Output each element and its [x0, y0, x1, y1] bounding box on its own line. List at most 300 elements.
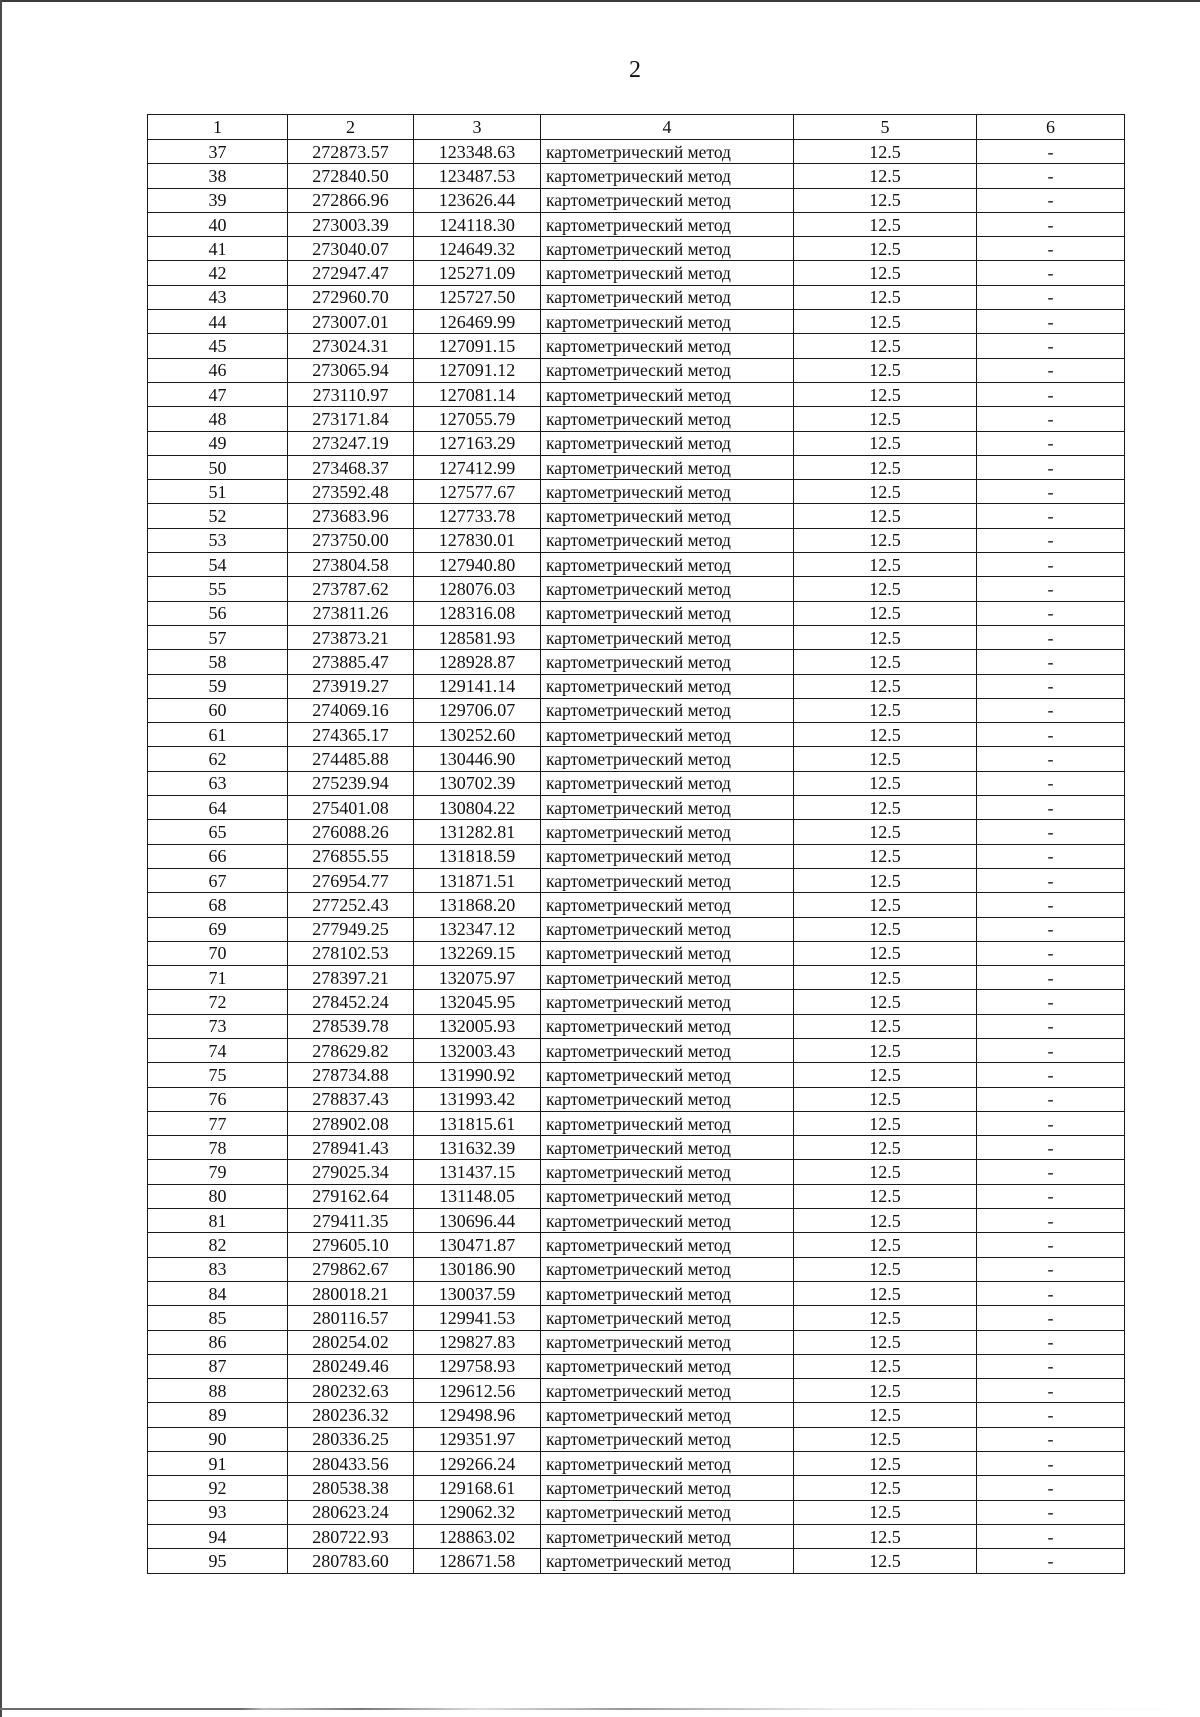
accuracy-cell: 12.5 [794, 1403, 977, 1427]
description-cell: - [977, 698, 1125, 722]
header-cell: 5 [794, 115, 977, 140]
scan-edge-top [0, 0, 1200, 2]
x-coordinate-cell: 273171.84 [288, 407, 414, 431]
table-row [148, 674, 1125, 698]
point-number-cell: 62 [148, 747, 288, 771]
accuracy-cell: 12.5 [794, 893, 977, 917]
point-number-cell: 94 [148, 1524, 288, 1548]
method-cell: картометрический метод [541, 140, 794, 164]
method-cell: картометрический метод [541, 407, 794, 431]
x-coordinate-cell: 280236.32 [288, 1403, 414, 1427]
point-number-cell: 53 [148, 528, 288, 552]
point-number-cell: 67 [148, 868, 288, 892]
accuracy-cell: 12.5 [794, 188, 977, 212]
method-cell: картометрический метод [541, 625, 794, 649]
accuracy-cell: 12.5 [794, 504, 977, 528]
page-number: 2 [629, 57, 641, 83]
y-coordinate-cell: 128928.87 [414, 650, 541, 674]
point-number-cell: 37 [148, 140, 288, 164]
accuracy-cell: 12.5 [794, 625, 977, 649]
point-number-cell: 85 [148, 1306, 288, 1330]
x-coordinate-cell: 279162.64 [288, 1184, 414, 1208]
x-coordinate-cell: 278837.43 [288, 1087, 414, 1111]
table-row [148, 188, 1125, 212]
table-row [148, 285, 1125, 309]
table-row [148, 237, 1125, 261]
accuracy-cell: 12.5 [794, 407, 977, 431]
description-cell: - [977, 990, 1125, 1014]
table-row [148, 893, 1125, 917]
y-coordinate-cell: 127577.67 [414, 480, 541, 504]
y-coordinate-cell: 129758.93 [414, 1354, 541, 1378]
accuracy-cell: 12.5 [794, 334, 977, 358]
description-cell: - [977, 1257, 1125, 1281]
method-cell: картометрический метод [541, 966, 794, 990]
description-cell: - [977, 1014, 1125, 1038]
point-number-cell: 52 [148, 504, 288, 528]
table-row [148, 1136, 1125, 1160]
accuracy-cell: 12.5 [794, 1257, 977, 1281]
method-cell: картометрический метод [541, 917, 794, 941]
x-coordinate-cell: 278734.88 [288, 1063, 414, 1087]
description-cell: - [977, 1549, 1125, 1573]
accuracy-cell: 12.5 [794, 1160, 977, 1184]
method-cell: картометрический метод [541, 1403, 794, 1427]
x-coordinate-cell: 280249.46 [288, 1354, 414, 1378]
point-number-cell: 48 [148, 407, 288, 431]
x-coordinate-cell: 272873.57 [288, 140, 414, 164]
y-coordinate-cell: 129827.83 [414, 1330, 541, 1354]
table-row [148, 358, 1125, 382]
method-cell: картометрический метод [541, 844, 794, 868]
description-cell: - [977, 407, 1125, 431]
method-cell: картометрический метод [541, 188, 794, 212]
y-coordinate-cell: 130186.90 [414, 1257, 541, 1281]
y-coordinate-cell: 125727.50 [414, 285, 541, 309]
x-coordinate-cell: 273787.62 [288, 577, 414, 601]
point-number-cell: 72 [148, 990, 288, 1014]
accuracy-cell: 12.5 [794, 1354, 977, 1378]
method-cell: картометрический метод [541, 237, 794, 261]
description-cell: - [977, 382, 1125, 406]
x-coordinate-cell: 273007.01 [288, 310, 414, 334]
table-row [148, 480, 1125, 504]
x-coordinate-cell: 280433.56 [288, 1452, 414, 1476]
x-coordinate-cell: 273683.96 [288, 504, 414, 528]
accuracy-cell: 12.5 [794, 990, 977, 1014]
point-number-cell: 56 [148, 601, 288, 625]
description-cell: - [977, 310, 1125, 334]
y-coordinate-cell: 130252.60 [414, 723, 541, 747]
method-cell: картометрический метод [541, 310, 794, 334]
y-coordinate-cell: 129141.14 [414, 674, 541, 698]
table-row [148, 1233, 1125, 1257]
y-coordinate-cell: 132347.12 [414, 917, 541, 941]
x-coordinate-cell: 280623.24 [288, 1500, 414, 1524]
description-cell: - [977, 1500, 1125, 1524]
description-cell: - [977, 140, 1125, 164]
method-cell: картометрический метод [541, 1184, 794, 1208]
description-cell: - [977, 164, 1125, 188]
y-coordinate-cell: 130804.22 [414, 796, 541, 820]
table-row [148, 844, 1125, 868]
method-cell: картометрический метод [541, 698, 794, 722]
table-row [148, 1500, 1125, 1524]
table-header-row [148, 115, 1125, 140]
method-cell: картометрический метод [541, 212, 794, 236]
method-cell: картометрический метод [541, 796, 794, 820]
point-number-cell: 39 [148, 188, 288, 212]
accuracy-cell: 12.5 [794, 1233, 977, 1257]
table-row [148, 796, 1125, 820]
accuracy-cell: 12.5 [794, 237, 977, 261]
method-cell: картометрический метод [541, 1063, 794, 1087]
point-number-cell: 89 [148, 1403, 288, 1427]
y-coordinate-cell: 127830.01 [414, 528, 541, 552]
y-coordinate-cell: 129351.97 [414, 1427, 541, 1451]
table-row [148, 1476, 1125, 1500]
description-cell: - [977, 212, 1125, 236]
x-coordinate-cell: 274069.16 [288, 698, 414, 722]
accuracy-cell: 12.5 [794, 1281, 977, 1305]
accuracy-cell: 12.5 [794, 820, 977, 844]
table-row [148, 212, 1125, 236]
table-row [148, 1063, 1125, 1087]
description-cell: - [977, 1452, 1125, 1476]
table-row [148, 820, 1125, 844]
description-cell: - [977, 237, 1125, 261]
description-cell: - [977, 1403, 1125, 1427]
x-coordinate-cell: 273110.97 [288, 382, 414, 406]
accuracy-cell: 12.5 [794, 723, 977, 747]
method-cell: картометрический метод [541, 1233, 794, 1257]
point-number-cell: 43 [148, 285, 288, 309]
accuracy-cell: 12.5 [794, 528, 977, 552]
y-coordinate-cell: 128671.58 [414, 1549, 541, 1573]
accuracy-cell: 12.5 [794, 1330, 977, 1354]
accuracy-cell: 12.5 [794, 1427, 977, 1451]
table-body [148, 115, 1125, 1574]
accuracy-cell: 12.5 [794, 1184, 977, 1208]
x-coordinate-cell: 272840.50 [288, 164, 414, 188]
point-number-cell: 41 [148, 237, 288, 261]
table-row [148, 1160, 1125, 1184]
y-coordinate-cell: 127091.15 [414, 334, 541, 358]
point-number-cell: 81 [148, 1209, 288, 1233]
x-coordinate-cell: 273811.26 [288, 601, 414, 625]
description-cell: - [977, 1038, 1125, 1062]
method-cell: картометрический метод [541, 1524, 794, 1548]
method-cell: картометрический метод [541, 1330, 794, 1354]
point-number-cell: 88 [148, 1379, 288, 1403]
header-cell: 3 [414, 115, 541, 140]
table-row [148, 1452, 1125, 1476]
y-coordinate-cell: 129498.96 [414, 1403, 541, 1427]
table-row [148, 868, 1125, 892]
table-row [148, 1038, 1125, 1062]
header-cell: 6 [977, 115, 1125, 140]
accuracy-cell: 12.5 [794, 796, 977, 820]
accuracy-cell: 12.5 [794, 868, 977, 892]
table-row [148, 431, 1125, 455]
description-cell: - [977, 188, 1125, 212]
accuracy-cell: 12.5 [794, 1087, 977, 1111]
x-coordinate-cell: 280722.93 [288, 1524, 414, 1548]
x-coordinate-cell: 279862.67 [288, 1257, 414, 1281]
method-cell: картометрический метод [541, 1281, 794, 1305]
x-coordinate-cell: 280254.02 [288, 1330, 414, 1354]
description-cell: - [977, 1184, 1125, 1208]
y-coordinate-cell: 130702.39 [414, 771, 541, 795]
y-coordinate-cell: 127412.99 [414, 455, 541, 479]
x-coordinate-cell: 278452.24 [288, 990, 414, 1014]
point-number-cell: 47 [148, 382, 288, 406]
x-coordinate-cell: 278102.53 [288, 941, 414, 965]
accuracy-cell: 12.5 [794, 164, 977, 188]
accuracy-cell: 12.5 [794, 601, 977, 625]
table-row [148, 1354, 1125, 1378]
x-coordinate-cell: 272866.96 [288, 188, 414, 212]
y-coordinate-cell: 129266.24 [414, 1452, 541, 1476]
accuracy-cell: 12.5 [794, 1038, 977, 1062]
point-number-cell: 95 [148, 1549, 288, 1573]
x-coordinate-cell: 278397.21 [288, 966, 414, 990]
description-cell: - [977, 1063, 1125, 1087]
description-cell: - [977, 1427, 1125, 1451]
method-cell: картометрический метод [541, 601, 794, 625]
description-cell: - [977, 844, 1125, 868]
description-cell: - [977, 1524, 1125, 1548]
method-cell: картометрический метод [541, 868, 794, 892]
point-number-cell: 70 [148, 941, 288, 965]
table-row [148, 1379, 1125, 1403]
point-number-cell: 77 [148, 1111, 288, 1135]
y-coordinate-cell: 127081.14 [414, 382, 541, 406]
description-cell: - [977, 1476, 1125, 1500]
description-cell: - [977, 747, 1125, 771]
x-coordinate-cell: 273247.19 [288, 431, 414, 455]
y-coordinate-cell: 128863.02 [414, 1524, 541, 1548]
table-row [148, 1281, 1125, 1305]
x-coordinate-cell: 273468.37 [288, 455, 414, 479]
table-row [148, 553, 1125, 577]
table-row [148, 528, 1125, 552]
point-number-cell: 93 [148, 1500, 288, 1524]
method-cell: картометрический метод [541, 1500, 794, 1524]
description-cell: - [977, 674, 1125, 698]
accuracy-cell: 12.5 [794, 1111, 977, 1135]
x-coordinate-cell: 275239.94 [288, 771, 414, 795]
method-cell: картометрический метод [541, 1257, 794, 1281]
table-row [148, 990, 1125, 1014]
table-row [148, 1330, 1125, 1354]
table-row [148, 1209, 1125, 1233]
description-cell: - [977, 1379, 1125, 1403]
point-number-cell: 87 [148, 1354, 288, 1378]
method-cell: картометрический метод [541, 1160, 794, 1184]
description-cell: - [977, 1111, 1125, 1135]
y-coordinate-cell: 130037.59 [414, 1281, 541, 1305]
y-coordinate-cell: 131632.39 [414, 1136, 541, 1160]
y-coordinate-cell: 132045.95 [414, 990, 541, 1014]
point-number-cell: 91 [148, 1452, 288, 1476]
scan-edge-left [0, 0, 2, 1717]
point-number-cell: 86 [148, 1330, 288, 1354]
y-coordinate-cell: 131282.81 [414, 820, 541, 844]
accuracy-cell: 12.5 [794, 650, 977, 674]
table-row [148, 334, 1125, 358]
point-number-cell: 66 [148, 844, 288, 868]
method-cell: картометрический метод [541, 650, 794, 674]
x-coordinate-cell: 276954.77 [288, 868, 414, 892]
table-row [148, 601, 1125, 625]
x-coordinate-cell: 278902.08 [288, 1111, 414, 1135]
y-coordinate-cell: 123487.53 [414, 164, 541, 188]
method-cell: картометрический метод [541, 1549, 794, 1573]
description-cell: - [977, 1136, 1125, 1160]
accuracy-cell: 12.5 [794, 480, 977, 504]
method-cell: картометрический метод [541, 164, 794, 188]
accuracy-cell: 12.5 [794, 1209, 977, 1233]
point-number-cell: 44 [148, 310, 288, 334]
table-row [148, 1184, 1125, 1208]
point-number-cell: 42 [148, 261, 288, 285]
accuracy-cell: 12.5 [794, 1524, 977, 1548]
x-coordinate-cell: 278941.43 [288, 1136, 414, 1160]
description-cell: - [977, 601, 1125, 625]
description-cell: - [977, 261, 1125, 285]
point-number-cell: 63 [148, 771, 288, 795]
description-cell: - [977, 723, 1125, 747]
x-coordinate-cell: 280116.57 [288, 1306, 414, 1330]
point-number-cell: 57 [148, 625, 288, 649]
y-coordinate-cell: 126469.99 [414, 310, 541, 334]
table-row [148, 723, 1125, 747]
description-cell: - [977, 358, 1125, 382]
table-row [148, 1403, 1125, 1427]
x-coordinate-cell: 280538.38 [288, 1476, 414, 1500]
description-cell: - [977, 334, 1125, 358]
point-number-cell: 73 [148, 1014, 288, 1038]
point-number-cell: 55 [148, 577, 288, 601]
method-cell: картометрический метод [541, 1209, 794, 1233]
x-coordinate-cell: 274485.88 [288, 747, 414, 771]
point-number-cell: 78 [148, 1136, 288, 1160]
accuracy-cell: 12.5 [794, 285, 977, 309]
x-coordinate-cell: 272947.47 [288, 261, 414, 285]
method-cell: картометрический метод [541, 358, 794, 382]
accuracy-cell: 12.5 [794, 212, 977, 236]
y-coordinate-cell: 128581.93 [414, 625, 541, 649]
point-number-cell: 82 [148, 1233, 288, 1257]
y-coordinate-cell: 130696.44 [414, 1209, 541, 1233]
y-coordinate-cell: 132003.43 [414, 1038, 541, 1062]
accuracy-cell: 12.5 [794, 1136, 977, 1160]
description-cell: - [977, 966, 1125, 990]
point-number-cell: 45 [148, 334, 288, 358]
x-coordinate-cell: 275401.08 [288, 796, 414, 820]
table-row [148, 1306, 1125, 1330]
accuracy-cell: 12.5 [794, 1476, 977, 1500]
description-cell: - [977, 771, 1125, 795]
description-cell: - [977, 1160, 1125, 1184]
table-row [148, 504, 1125, 528]
method-cell: картометрический метод [541, 1379, 794, 1403]
method-cell: картометрический метод [541, 1087, 794, 1111]
description-cell: - [977, 893, 1125, 917]
accuracy-cell: 12.5 [794, 747, 977, 771]
table-row [148, 455, 1125, 479]
point-number-cell: 74 [148, 1038, 288, 1062]
table-row [148, 771, 1125, 795]
description-cell: - [977, 941, 1125, 965]
description-cell: - [977, 528, 1125, 552]
method-cell: картометрический метод [541, 261, 794, 285]
method-cell: картометрический метод [541, 1014, 794, 1038]
x-coordinate-cell: 272960.70 [288, 285, 414, 309]
method-cell: картометрический метод [541, 480, 794, 504]
x-coordinate-cell: 279605.10 [288, 1233, 414, 1257]
table-row [148, 261, 1125, 285]
accuracy-cell: 12.5 [794, 917, 977, 941]
method-cell: картометрический метод [541, 382, 794, 406]
accuracy-cell: 12.5 [794, 261, 977, 285]
accuracy-cell: 12.5 [794, 1014, 977, 1038]
point-number-cell: 46 [148, 358, 288, 382]
y-coordinate-cell: 130471.87 [414, 1233, 541, 1257]
description-cell: - [977, 1233, 1125, 1257]
method-cell: картометрический метод [541, 990, 794, 1014]
description-cell: - [977, 1306, 1125, 1330]
method-cell: картометрический метод [541, 1452, 794, 1476]
description-cell: - [977, 1330, 1125, 1354]
point-number-cell: 64 [148, 796, 288, 820]
point-number-cell: 60 [148, 698, 288, 722]
accuracy-cell: 12.5 [794, 431, 977, 455]
description-cell: - [977, 577, 1125, 601]
accuracy-cell: 12.5 [794, 966, 977, 990]
table-row [148, 698, 1125, 722]
point-number-cell: 49 [148, 431, 288, 455]
table-row [148, 1549, 1125, 1573]
table-row [148, 577, 1125, 601]
description-cell: - [977, 917, 1125, 941]
point-number-cell: 54 [148, 553, 288, 577]
method-cell: картометрический метод [541, 1038, 794, 1062]
x-coordinate-cell: 279411.35 [288, 1209, 414, 1233]
point-number-cell: 75 [148, 1063, 288, 1087]
table-row [148, 407, 1125, 431]
x-coordinate-cell: 273750.00 [288, 528, 414, 552]
accuracy-cell: 12.5 [794, 1379, 977, 1403]
scan-edge-bottom [0, 1708, 1200, 1710]
method-cell: картометрический метод [541, 674, 794, 698]
y-coordinate-cell: 128316.08 [414, 601, 541, 625]
x-coordinate-cell: 276088.26 [288, 820, 414, 844]
y-coordinate-cell: 132075.97 [414, 966, 541, 990]
point-number-cell: 51 [148, 480, 288, 504]
x-coordinate-cell: 273592.48 [288, 480, 414, 504]
method-cell: картометрический метод [541, 1427, 794, 1451]
point-number-cell: 79 [148, 1160, 288, 1184]
x-coordinate-cell: 276855.55 [288, 844, 414, 868]
x-coordinate-cell: 278629.82 [288, 1038, 414, 1062]
point-number-cell: 61 [148, 723, 288, 747]
description-cell: - [977, 1354, 1125, 1378]
method-cell: картометрический метод [541, 747, 794, 771]
y-coordinate-cell: 128076.03 [414, 577, 541, 601]
y-coordinate-cell: 129168.61 [414, 1476, 541, 1500]
